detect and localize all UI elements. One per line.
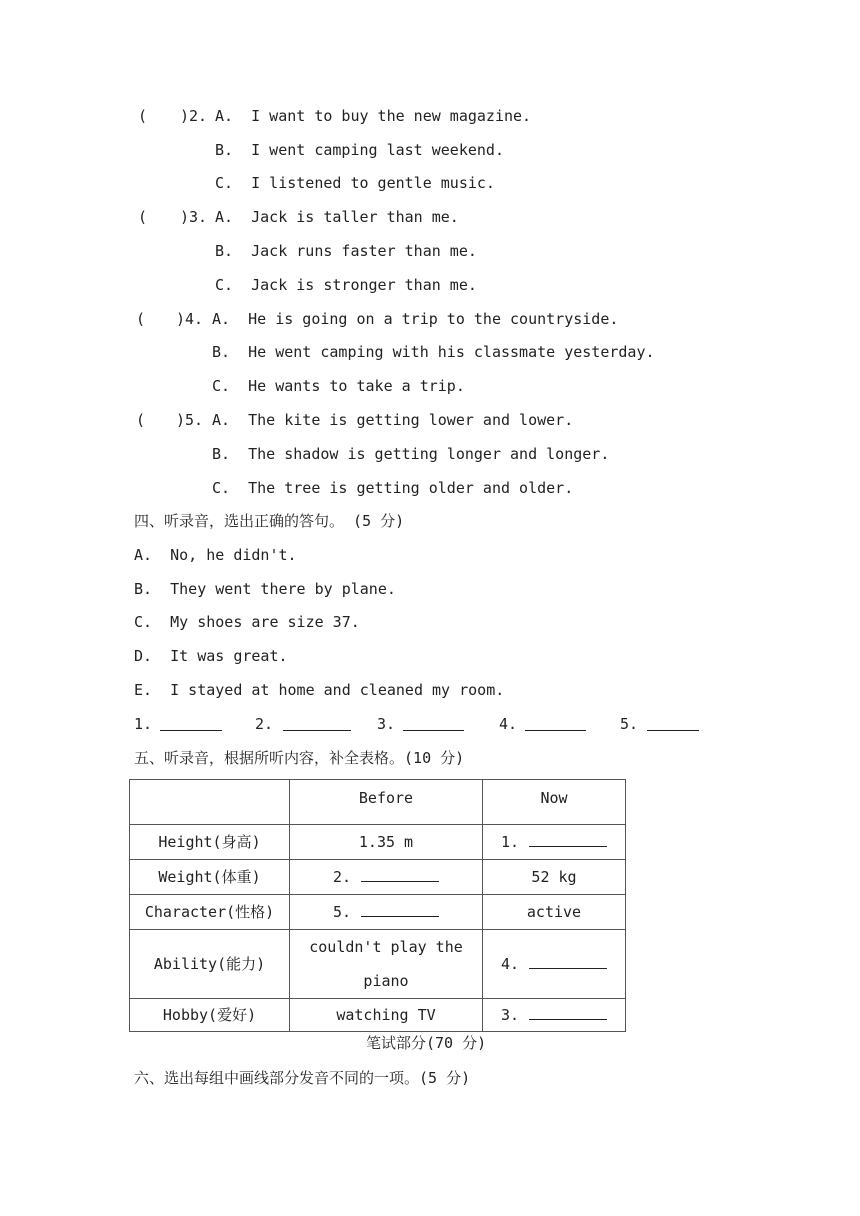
section-6-heading: 六、选出每组中画线部分发音不同的一项。(5 分) — [134, 1069, 471, 1087]
answer-blank[interactable] — [403, 716, 464, 731]
row-label: Height(身高) — [130, 825, 290, 860]
now-cell[interactable] — [483, 825, 626, 860]
fill-blank[interactable] — [529, 1005, 607, 1020]
table-row — [130, 860, 626, 895]
option-b: B. Jack runs faster than me. — [215, 242, 477, 260]
now-cell[interactable] — [483, 999, 626, 1032]
now-cell: 52 kg — [483, 860, 626, 895]
table-row — [130, 895, 626, 930]
table-header-cell: Now — [483, 780, 626, 825]
blank-number: 1. — [134, 715, 153, 733]
option-b: B. The shadow is getting longer and longer. — [212, 445, 610, 463]
fill-blank[interactable] — [361, 867, 439, 882]
option-a: A. Jack is taller than me. — [215, 208, 459, 226]
row-label: Ability(能力) — [130, 930, 290, 999]
row-label: Weight(体重) — [130, 860, 290, 895]
section-5-heading: 五、听录音，根据所听内容，补全表格。(10 分) — [134, 749, 465, 767]
answer-blank[interactable] — [283, 716, 351, 731]
answer-bracket-open: ( — [136, 310, 146, 328]
option-a: A. I want to buy the new magazine. — [215, 107, 532, 125]
table-header-cell — [130, 780, 290, 825]
blank-number: 3. — [377, 715, 396, 733]
info-table — [129, 779, 626, 1032]
blank-number: 1. — [500, 833, 520, 851]
before-cell[interactable] — [290, 860, 483, 895]
option-c: C. The tree is getting older and older. — [212, 479, 574, 497]
blank-number: 2. — [332, 868, 352, 886]
now-cell[interactable] — [483, 930, 626, 999]
fill-blank[interactable] — [529, 954, 607, 969]
blank-number: 3. — [500, 1006, 520, 1024]
section-4-heading: 四、听录音，选出正确的答句。 (5 分) — [134, 512, 405, 530]
answer-option: D. It was great. — [134, 647, 288, 665]
answer-blank[interactable] — [160, 716, 222, 731]
blank-number: 2. — [255, 715, 274, 733]
blank-number: 4. — [500, 955, 520, 973]
option-c: C. He wants to take a trip. — [212, 377, 465, 395]
option-a: A. The kite is getting lower and lower. — [212, 411, 574, 429]
table-row — [130, 999, 626, 1032]
answer-blank[interactable] — [525, 716, 586, 731]
blank-number: 4. — [499, 715, 518, 733]
answer-blank[interactable] — [647, 716, 699, 731]
table-row — [130, 930, 626, 999]
item-number: )2. — [180, 107, 208, 125]
item-number: )4. — [176, 310, 204, 328]
blank-number: 5. — [332, 903, 352, 921]
blank-number: 5. — [620, 715, 639, 733]
option-b: B. I went camping last weekend. — [215, 141, 504, 159]
answer-option: E. I stayed at home and cleaned my room. — [134, 681, 505, 699]
option-c: C. I listened to gentle music. — [215, 174, 495, 192]
option-b: B. He went camping with his classmate yesterday. — [212, 343, 655, 361]
table-header-row — [130, 780, 626, 825]
answer-bracket-open: ( — [138, 208, 148, 226]
before-cell: watching TV — [290, 999, 483, 1032]
answer-option: C. My shoes are size 37. — [134, 613, 360, 631]
option-a: A. He is going on a trip to the countryside. — [212, 310, 619, 328]
answer-option: A. No, he didn't. — [134, 546, 297, 564]
option-c: C. Jack is stronger than me. — [215, 276, 477, 294]
row-label: Hobby(爱好) — [130, 999, 290, 1032]
answer-bracket-open: ( — [138, 107, 148, 125]
before-cell: couldn't play the piano — [290, 930, 483, 999]
row-label: Character(性格) — [130, 895, 290, 930]
table-row — [130, 825, 626, 860]
fill-blank[interactable] — [529, 832, 607, 847]
item-number: )5. — [176, 411, 204, 429]
before-cell: 1.35 m — [290, 825, 483, 860]
answer-option: B. They went there by plane. — [134, 580, 396, 598]
table-header-cell: Before — [290, 780, 483, 825]
answer-bracket-open: ( — [136, 411, 146, 429]
written-part-title: 笔试部分(70 分) — [366, 1034, 487, 1052]
now-cell: active — [483, 895, 626, 930]
item-number: )3. — [180, 208, 208, 226]
before-cell[interactable] — [290, 895, 483, 930]
fill-blank[interactable] — [361, 902, 439, 917]
